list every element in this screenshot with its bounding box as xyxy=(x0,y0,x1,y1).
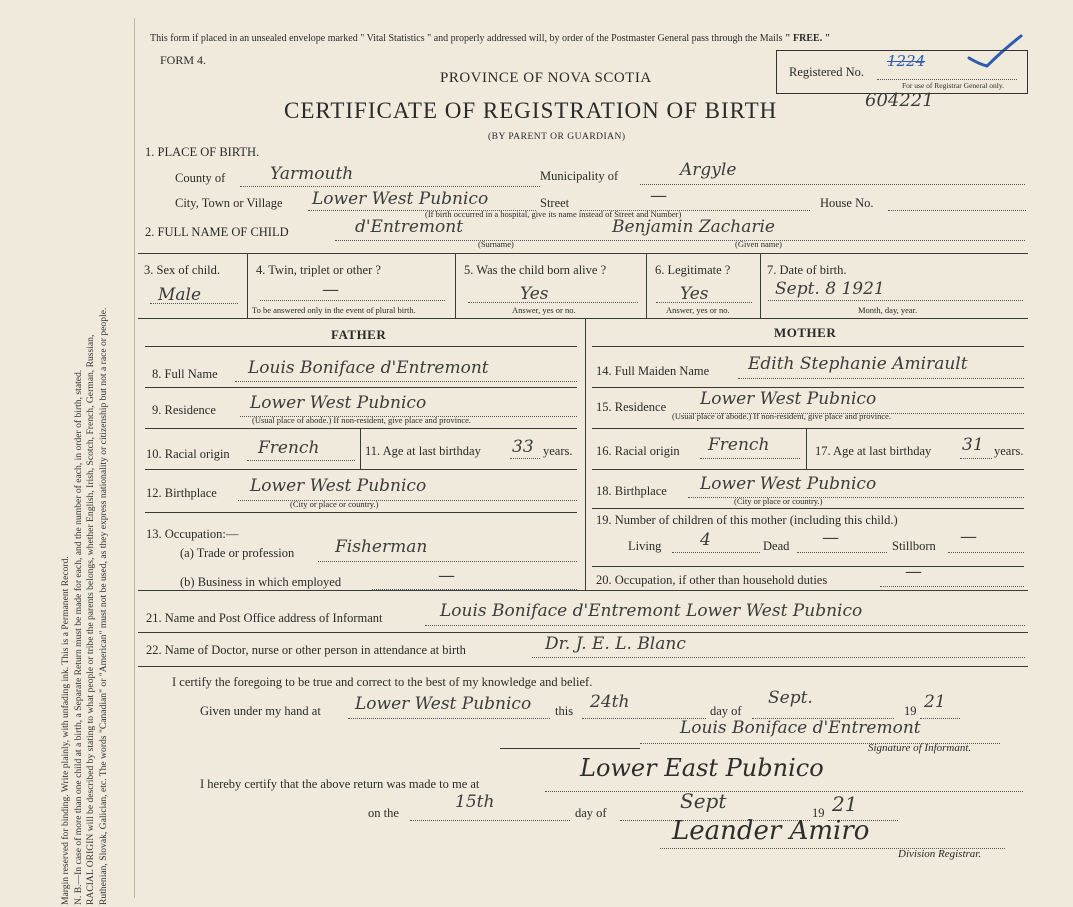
business-value: — xyxy=(438,566,455,586)
given-under-label: Given under my hand at xyxy=(200,704,321,718)
mother-residence-value: Lower West Pubnico xyxy=(700,389,877,409)
twin-label: 4. Twin, triplet or other ? xyxy=(256,263,381,277)
registrar-year-value: 21 xyxy=(832,792,858,816)
father-race-value: French xyxy=(258,438,320,458)
sex-label: 3. Sex of child. xyxy=(144,263,221,277)
father-birthplace-note: (City or place or country.) xyxy=(290,499,379,509)
father-age-value: 33 xyxy=(512,437,534,457)
dead-label: Dead xyxy=(763,539,790,553)
born-alive-label: 5. Was the child born alive ? xyxy=(464,263,607,277)
given-place-value: Lower West Pubnico xyxy=(355,694,532,714)
father-birthplace-value: Lower West Pubnico xyxy=(250,476,427,496)
mother-birthplace-value: Lower West Pubnico xyxy=(700,474,877,494)
street-label: Street xyxy=(540,196,570,210)
street-value: — xyxy=(650,186,667,206)
margin-note: Ruthenian, Slovak, Galician, etc. The words "Canadian" or "American" must not be used, as they express nationality or citizenship but not a race or people. xyxy=(97,307,109,905)
municipality-value: Argyle xyxy=(680,160,737,180)
registrar-year-prefix: 19 xyxy=(812,806,825,820)
twin-note: To be answered only in the event of plural birth. xyxy=(252,305,416,315)
day-of-label: day of xyxy=(710,704,742,718)
province-heading: PROVINCE OF NOVA SCOTIA xyxy=(440,70,652,86)
trade-value: Fisherman xyxy=(335,537,428,557)
registered-number-value: 604221 xyxy=(865,90,934,111)
birth-date-label: 7. Date of birth. xyxy=(767,263,847,277)
surname-note: (Surname) xyxy=(478,239,514,249)
margin-notes xyxy=(60,25,130,905)
stillborn-label: Stillborn xyxy=(892,539,936,553)
sex-value: Male xyxy=(158,285,202,305)
born-alive-value: Yes xyxy=(520,284,549,304)
mother-name-label: 14. Full Maiden Name xyxy=(596,364,710,378)
city-value: Lower West Pubnico xyxy=(312,189,489,209)
margin-note: N. B.—In case of more than one child at a birth, a Separate Return must be made for each, and the number of each, in order of birth, stated. xyxy=(72,369,84,905)
child-surname: d'Entremont xyxy=(355,217,464,237)
living-label: Living xyxy=(628,539,662,553)
mother-occupation-value: — xyxy=(905,562,922,582)
birth-date-value: Sept. 8 1921 xyxy=(775,279,885,299)
county-value: Yarmouth xyxy=(270,164,354,184)
hospital-note: (If birth occurred in a hospital, give its name instead of Street and Number) xyxy=(425,209,682,219)
child-name-label: 2. FULL NAME OF CHILD xyxy=(145,225,289,239)
born-alive-note: Answer, yes or no. xyxy=(512,305,576,315)
father-occupation-label: 13. Occupation:— xyxy=(146,527,239,541)
doctor-value: Dr. J. E. L. Blanc xyxy=(545,634,686,654)
trade-label: (a) Trade or profession xyxy=(180,546,295,560)
place-of-birth-heading: 1. PLACE OF BIRTH. xyxy=(145,145,260,159)
mother-name-value: Edith Stephanie Amirault xyxy=(748,354,968,374)
father-race-label: 10. Racial origin xyxy=(146,447,230,461)
given-name-note: (Given name) xyxy=(735,239,782,249)
father-name-value: Louis Boniface d'Entremont xyxy=(248,358,489,378)
year-prefix: 19 xyxy=(904,704,917,718)
mother-residence-label: 15. Residence xyxy=(596,400,667,414)
mother-occupation-label: 20. Occupation, if other than household duties xyxy=(596,573,828,587)
informant-signature: Louis Boniface d'Entremont xyxy=(680,718,921,738)
stillborn-value: — xyxy=(960,527,977,547)
margin-note: RACIAL ORIGIN will be described by stating to what people or tribe the parents belongs, whether English, Irish, Scotch, French, German, Russian, xyxy=(85,334,97,905)
registrar-use-note: For use of Registrar General only. xyxy=(902,81,1004,90)
father-name-label: 8. Full Name xyxy=(152,367,218,381)
father-residence-label: 9. Residence xyxy=(152,403,216,417)
mother-heading: MOTHER xyxy=(774,325,837,340)
mother-birthplace-label: 18. Birthplace xyxy=(596,484,667,498)
children-count-label: 19. Number of children of this mother (including this child.) xyxy=(596,513,898,527)
father-residence-value: Lower West Pubnico xyxy=(250,393,427,413)
form-number: FORM 4. xyxy=(160,53,207,67)
father-heading: FATHER xyxy=(331,327,387,342)
mother-race-label: 16. Racial origin xyxy=(596,444,680,458)
father-years: years. xyxy=(543,444,573,458)
certify-statement: I certify the foregoing to be true and correct to the best of my knowledge and belief. xyxy=(172,675,593,689)
municipality-label: Municipality of xyxy=(540,169,619,183)
on-the-label: on the xyxy=(368,806,399,820)
city-label: City, Town or Village xyxy=(175,196,283,210)
informant-label: 21. Name and Post Office address of Informant xyxy=(146,611,383,625)
this-label: this xyxy=(555,704,574,718)
registered-label: Registered No. xyxy=(789,65,864,79)
registrar-label: Division Registrar. xyxy=(898,848,982,860)
informant-value: Louis Boniface d'Entremont Lower West Pubnico xyxy=(440,601,863,621)
business-label: (b) Business in which employed xyxy=(180,575,342,589)
twin-value: — xyxy=(322,280,339,300)
registrar-signature: Leander Amiro xyxy=(672,816,870,846)
mother-race-value: French xyxy=(708,435,770,455)
house-label: House No. xyxy=(820,196,874,210)
dead-value: — xyxy=(822,528,839,548)
registrar-statement: I hereby certify that the above return was made to me at xyxy=(200,777,480,791)
living-value: 4 xyxy=(700,530,711,550)
father-age-label: 11. Age at last birthday xyxy=(365,444,481,458)
father-residence-note: (Usual place of abode.) If non-resident, give place and province. xyxy=(252,415,472,425)
registrar-day-value: 15th xyxy=(455,792,495,812)
father-birthplace-label: 12. Birthplace xyxy=(146,486,217,500)
mother-birthplace-note: (City or place or country.) xyxy=(734,496,823,506)
doctor-label: 22. Name of Doctor, nurse or other person in attendance at birth xyxy=(146,643,466,657)
legitimate-note: Answer, yes or no. xyxy=(666,305,730,315)
registrar-place-value: Lower East Pubnico xyxy=(580,754,824,782)
mother-age-value: 31 xyxy=(962,435,984,455)
margin-note: Margin reserved for binding. Write plainly, with unfading ink. This is a Permanent Record. xyxy=(60,556,71,905)
legitimate-value: Yes xyxy=(680,284,709,304)
page-title: CERTIFICATE OF REGISTRATION OF BIRTH xyxy=(284,98,778,123)
mother-years: years. xyxy=(994,444,1024,458)
mother-residence-note: (Usual place of abode.) If non-resident, give place and province. xyxy=(672,411,892,421)
child-given-name: Benjamin Zacharie xyxy=(612,217,775,237)
given-day-value: 24th xyxy=(590,692,630,712)
registered-number-box xyxy=(776,50,1028,94)
birth-date-note: Month, day, year. xyxy=(858,305,918,315)
mailing-note: This form if placed in an unsealed envelope marked " Vital Statistics " and properly addressed will, by order of the Postmaster General pass through the Mails " FREE. " xyxy=(150,33,831,44)
registrar-month-value: Sept xyxy=(680,789,727,813)
legitimate-label: 6. Legitimate ? xyxy=(655,263,731,277)
county-label: County of xyxy=(175,171,226,185)
binding-margin-line xyxy=(134,18,135,898)
given-month-value: Sept. xyxy=(768,688,813,708)
registrar-day-of-label: day of xyxy=(575,806,607,820)
crossed-number: 1224 xyxy=(887,52,926,70)
page-subtitle: (BY PARENT OR GUARDIAN) xyxy=(488,132,626,142)
informant-signature-label: Signature of Informant. xyxy=(868,742,972,754)
mother-age-label: 17. Age at last birthday xyxy=(815,444,932,458)
given-year-value: 21 xyxy=(924,692,946,712)
